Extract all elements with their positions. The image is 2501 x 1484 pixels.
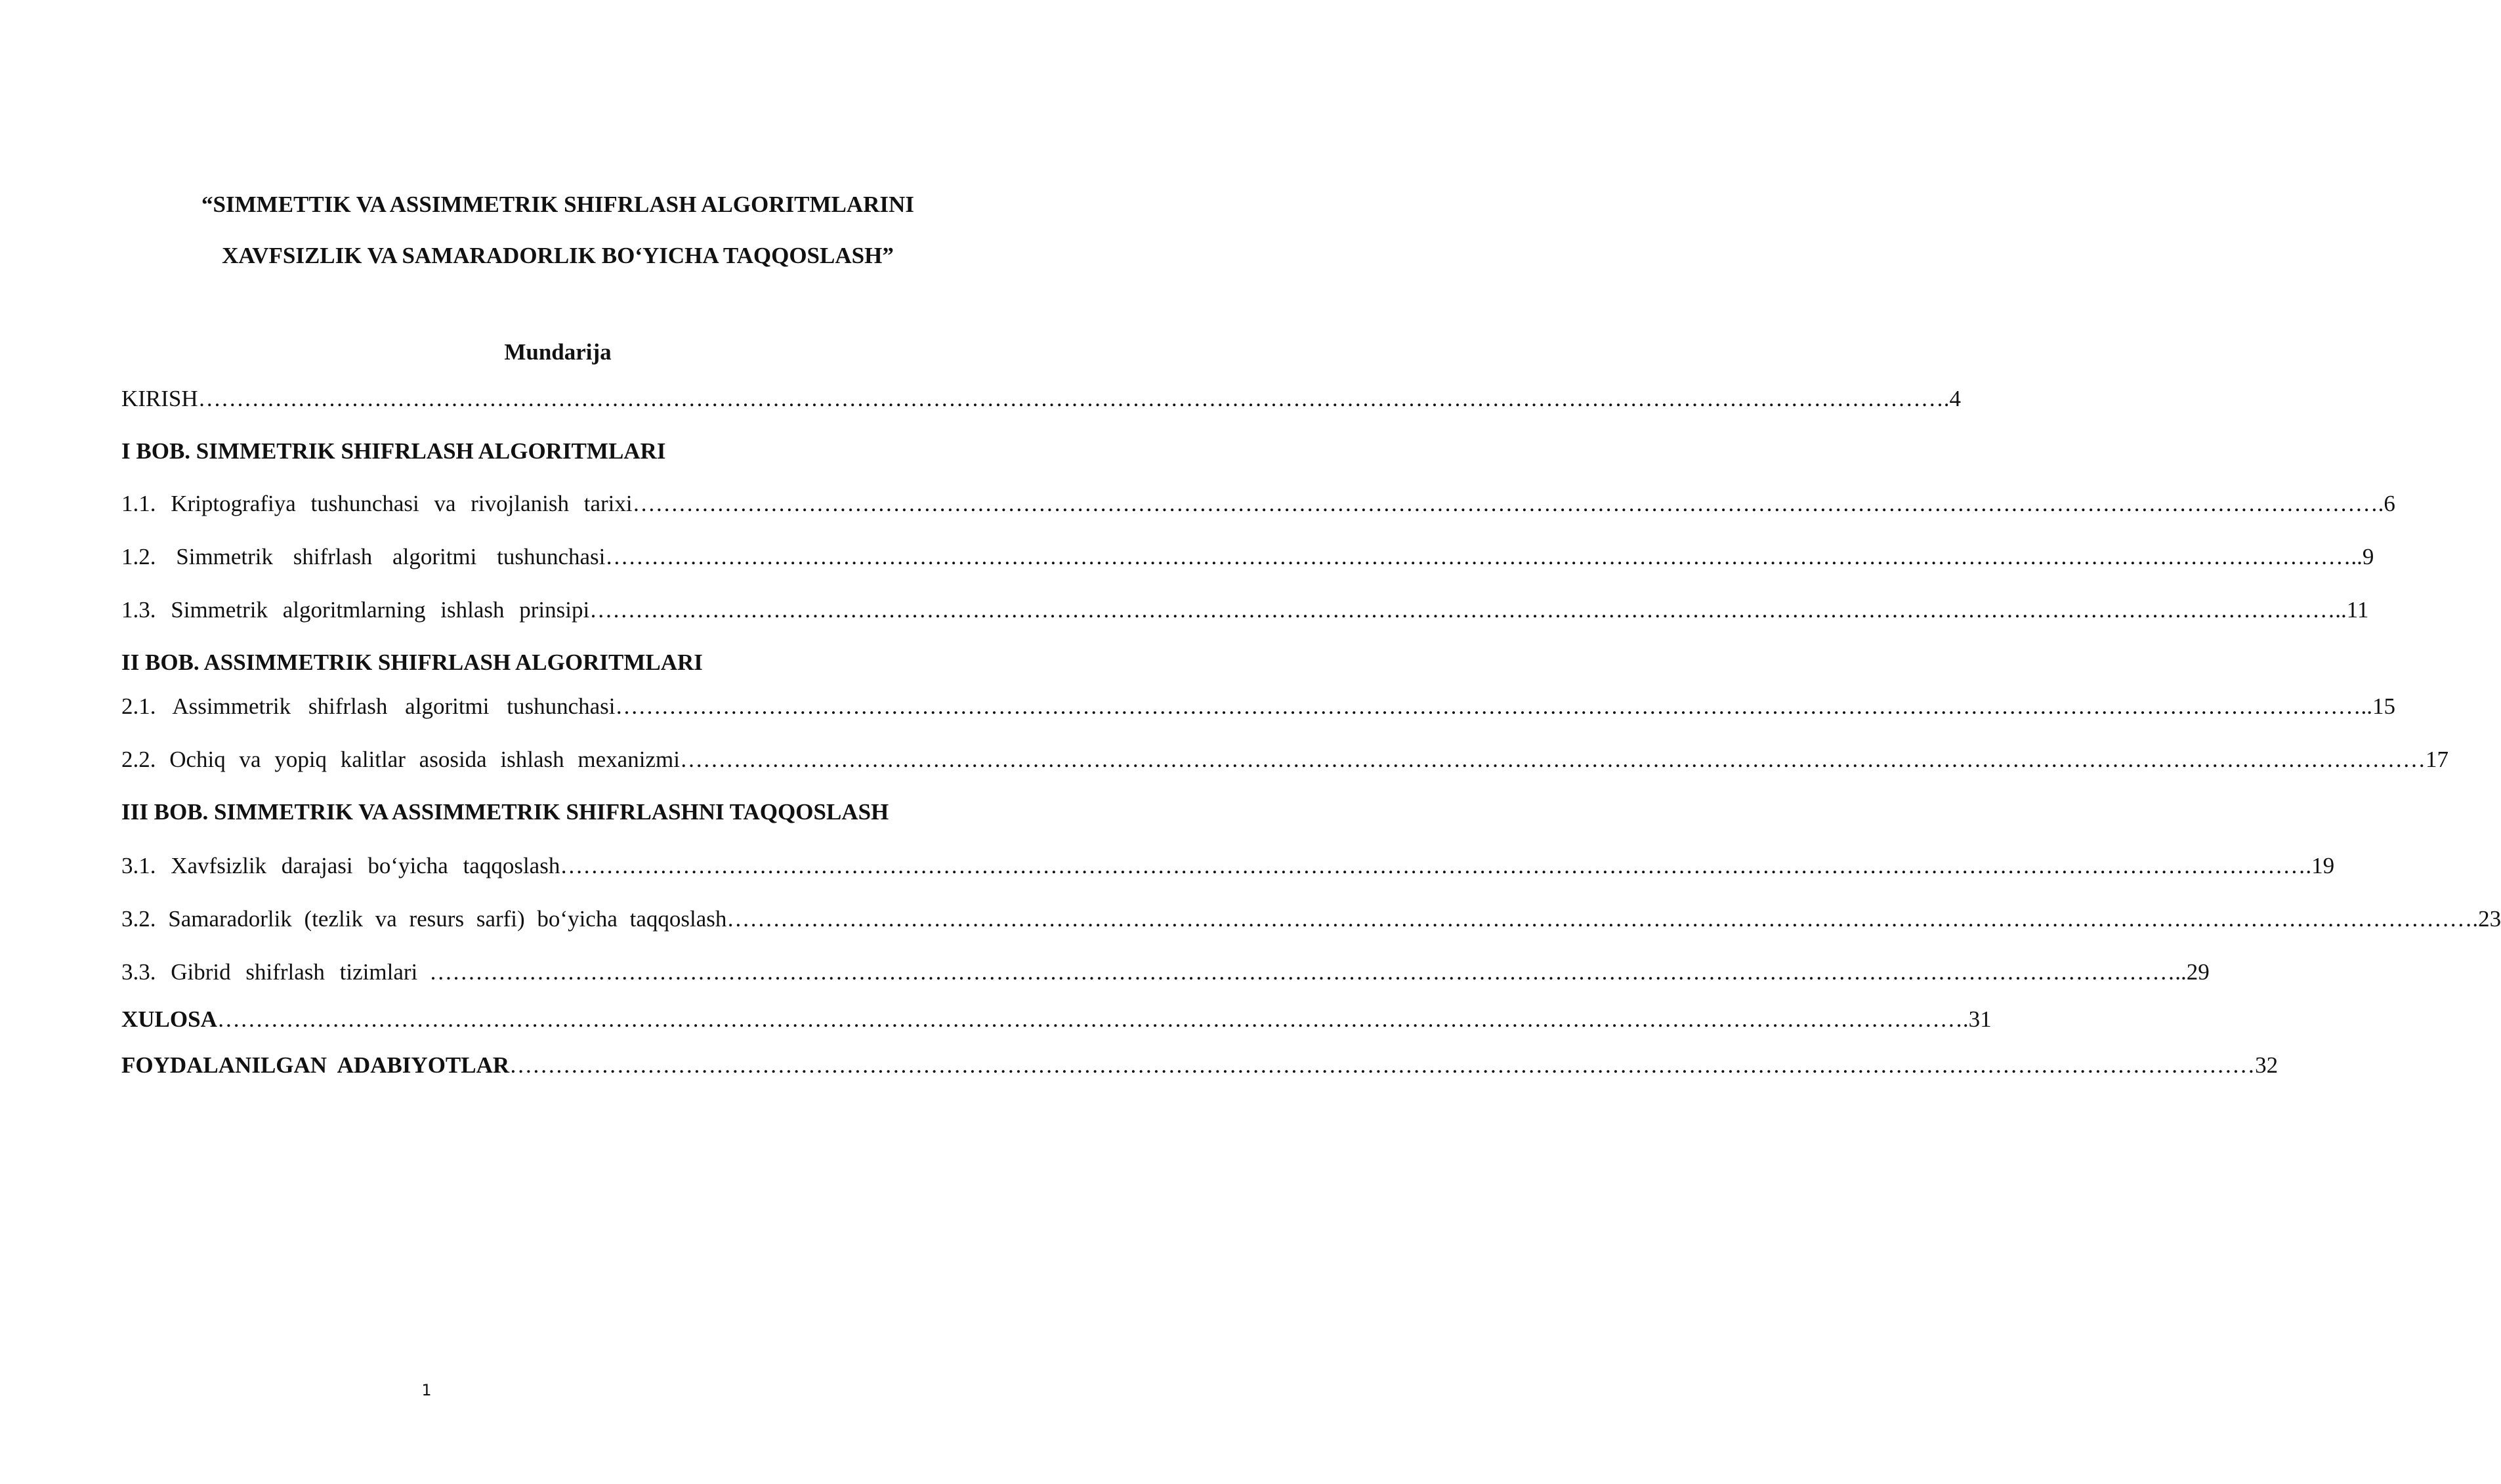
toc-entry-page: 11 bbox=[2346, 597, 2369, 623]
toc-entry-page: 31 bbox=[1968, 1006, 1992, 1032]
toc-entry-adabiyotlar bbox=[121, 1052, 2279, 1079]
toc-entry-page: 23 bbox=[2478, 906, 2501, 932]
toc-entry-2-1 bbox=[121, 693, 2396, 720]
toc-dot-leader: ………………………………………………………………………………………………………………………………………………………………………………………………………… bbox=[560, 853, 2306, 878]
toc-entry-tail: .. bbox=[2351, 544, 2363, 569]
toc-dot-leader: ………………………………………………………………………………………………………………………………………………………………………………………………………… bbox=[632, 491, 2378, 516]
toc-entry-label: 3.1. Xavfsizlik darajasi bo‘yicha taqqoslash bbox=[121, 853, 560, 878]
toc-entry-tail: . bbox=[2378, 491, 2384, 516]
toc-entry-label: 1.1. Kriptografiya tushunchasi va rivojlanish tarixi bbox=[121, 491, 633, 516]
toc-entry-3-2 bbox=[121, 906, 2501, 932]
document-title-line-2: XAVFSIZLIK VA SAMARADORLIK BO‘YICHA TAQQOSLASH” bbox=[222, 243, 894, 268]
toc-dot-leader: ………………………………………………………………………………………………………………………………………………………………………………………………………… bbox=[217, 1006, 1963, 1032]
toc-entry-page: 32 bbox=[2255, 1052, 2279, 1078]
toc-dot-leader: ………………………………………………………………………………………………………………………………………………………………………………………………………… bbox=[429, 959, 2175, 985]
toc-entry-label: XULOSA bbox=[121, 1006, 217, 1032]
toc-chapter-1: I BOB. SIMMETRIK SHIFRLASH ALGORITMLARI bbox=[121, 438, 666, 464]
toc-entry-label: 3.3. Gibrid shifrlash tizimlari bbox=[121, 959, 418, 985]
toc-entry-page: 6 bbox=[2384, 491, 2395, 516]
toc-dot-leader: ………………………………………………………………………………………………………………………………………………………………………………………………………… bbox=[615, 693, 2361, 719]
toc-entry-tail: .. bbox=[2335, 597, 2347, 623]
toc-dot-leader: ………………………………………………………………………………………………………………………………………………………………………………………………………… bbox=[198, 386, 1944, 411]
toc-entry-tail: . bbox=[1962, 1006, 1969, 1032]
toc-entry-2-2 bbox=[121, 747, 2448, 773]
toc-entry-1-1 bbox=[121, 491, 2395, 517]
toc-dot-leader: ………………………………………………………………………………………………………………………………………………………………………………………………………… bbox=[509, 1052, 2256, 1078]
toc-entry-label: 3.2. Samaradorlik (tezlik va resurs sarfi) bo‘yicha taqqoslash bbox=[121, 906, 727, 932]
toc-entry-tail: .. bbox=[2361, 693, 2373, 719]
toc-entry-page: 17 bbox=[2425, 747, 2448, 772]
toc-entry-label: 1.2. Simmetrik shifrlash algoritmi tushunchasi bbox=[121, 544, 606, 569]
toc-entry-label: KIRISH bbox=[121, 386, 198, 411]
page-number: 1 bbox=[421, 1381, 432, 1399]
toc-chapter-2: II BOB. ASSIMMETRIK SHIFRLASH ALGORITMLARI bbox=[121, 649, 703, 675]
toc-entry-page: 15 bbox=[2372, 693, 2396, 719]
toc-entry-label: FOYDALANILGAN ADABIYOTLAR bbox=[121, 1052, 510, 1078]
toc-dot-leader: ………………………………………………………………………………………………………………………………………………………………………………………………………… bbox=[726, 906, 2473, 932]
toc-entry-tail: . bbox=[2305, 853, 2312, 878]
toc-entry-tail: . bbox=[2472, 906, 2479, 932]
toc-chapter-3: III BOB. SIMMETRIK VA ASSIMMETRIK SHIFRLASHNI TAQQOSLASH bbox=[121, 799, 889, 825]
toc-entry-tail: . bbox=[1943, 386, 1950, 411]
toc-entry-page: 19 bbox=[2311, 853, 2335, 878]
toc-entry-kirish bbox=[121, 386, 1961, 412]
toc-entry-page: 4 bbox=[1949, 386, 1961, 411]
toc-dot-leader: ………………………………………………………………………………………………………………………………………………………………………………………………………… bbox=[679, 747, 2426, 772]
toc-heading: Mundarija bbox=[504, 339, 612, 365]
toc-entry-3-3 bbox=[121, 959, 2210, 985]
toc-entry-1-2 bbox=[121, 544, 2374, 570]
document-title-line-1: “SIMMETTIK VA ASSIMMETRIK SHIFRLASH ALGORITMLARINI bbox=[201, 192, 914, 217]
toc-entry-label: 1.3. Simmetrik algoritmlarning ishlash prinsipi bbox=[121, 597, 590, 623]
toc-dot-leader: ………………………………………………………………………………………………………………………………………………………………………………………………………… bbox=[589, 597, 2336, 623]
toc-entry-label: 2.2. Ochiq va yopiq kalitlar asosida ishlash mexanizmi bbox=[121, 747, 680, 772]
toc-entry-xulosa bbox=[121, 1006, 1992, 1033]
toc-entry-3-1 bbox=[121, 853, 2335, 879]
toc-entry-page: 9 bbox=[2362, 544, 2374, 569]
toc-entry-page: 29 bbox=[2186, 959, 2210, 985]
toc-dot-leader: ………………………………………………………………………………………………………………………………………………………………………………………………………… bbox=[605, 544, 2351, 569]
toc-entry-label: 2.1. Assimmetrik shifrlash algoritmi tushunchasi bbox=[121, 693, 616, 719]
toc-entry-1-3 bbox=[121, 597, 2369, 623]
toc-entry-tail: .. bbox=[2175, 959, 2187, 985]
